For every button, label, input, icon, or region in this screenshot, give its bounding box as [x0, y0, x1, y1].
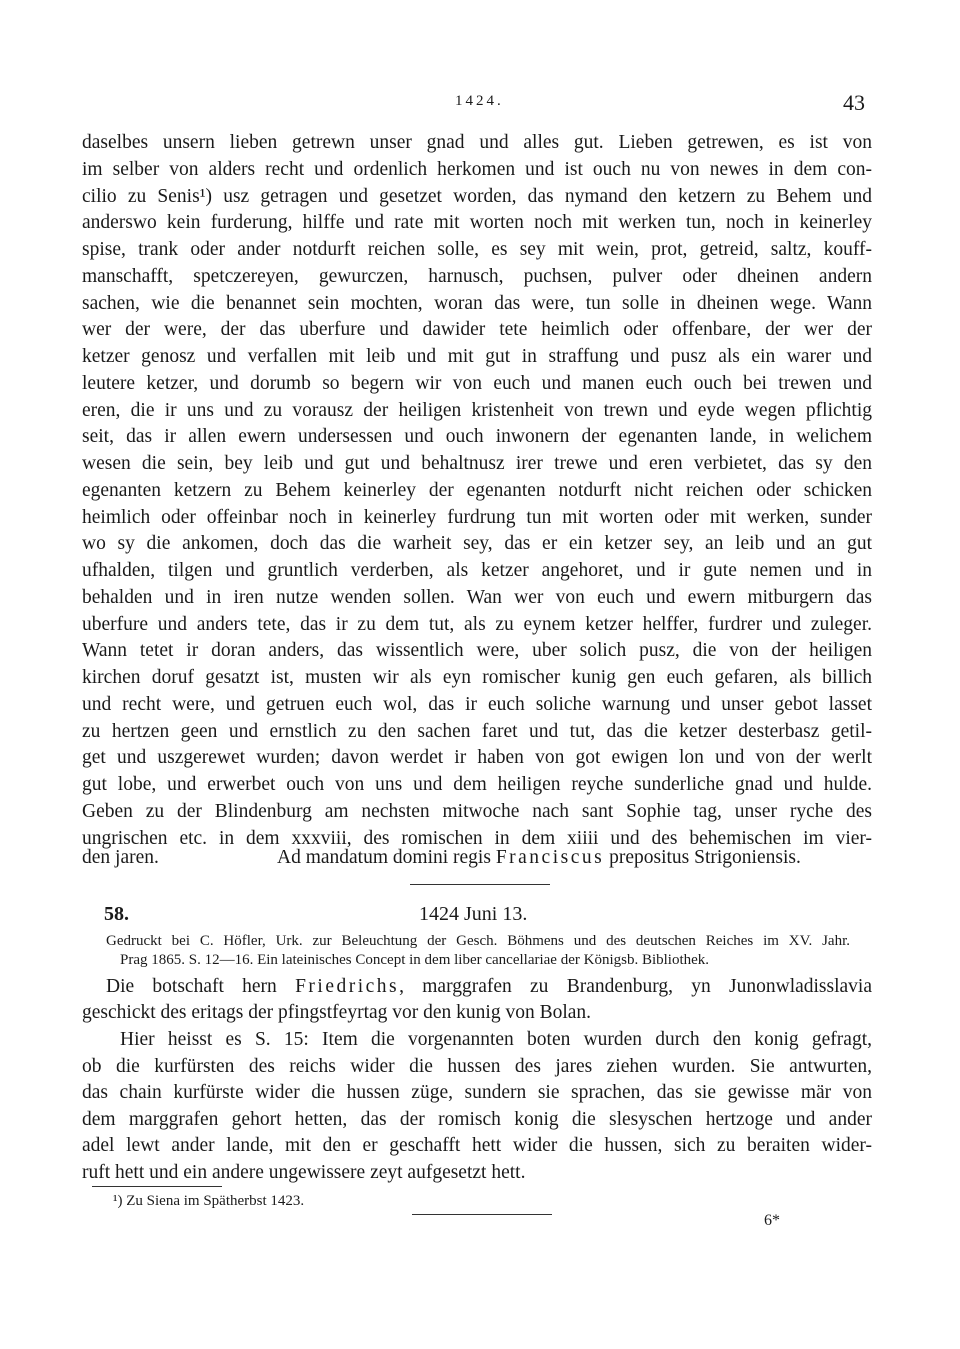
footnote: ¹) Zu Siena im Spätherbst 1423. [113, 1193, 305, 1209]
text-line: seit, das ir allen ewern undersessen und ouch inwonern der egenanten lande, in welichem [82, 426, 872, 448]
mandate-suffix: prepositus Strigoniensis. [609, 847, 801, 868]
mandate-name: Franciscus [495, 847, 605, 868]
text-line: behalden und in iren nutze wenden sollen. Wan wer von euch und ewern mitburgern das [82, 586, 872, 608]
text-line: manschafft, spetczereyen, gewurczen, harnusch, puchsen, pulver oder dheinen andern [82, 265, 872, 287]
text-line: ufhalden, tilgen und gruntlich verderben, als ketzer angehoret, und ir gute nemen und in [82, 560, 872, 581]
text-line: ungrischen etc. in dem xxxviii, des romischen in dem xiiii und des behemischen im vier- [82, 827, 872, 849]
document-intro-line: geschickt des eritags der pfingstfeyrtag vor den kunig von Bolan. [82, 1002, 592, 1023]
closing-line [82, 845, 872, 871]
document-date: 1424 Juni 13. [419, 903, 528, 925]
text-line: im selber von alders recht und ordenlich herkomen und ist ouch nu von newes in dem con- [82, 158, 872, 180]
section-divider [410, 884, 550, 885]
document-body-line: Hier heisst es S. 15: Item die vorgenannten boten wurden durch den konig gefragt, [120, 1029, 872, 1050]
intro-name: Friedrichs [295, 976, 400, 997]
running-header-year: 1424. [455, 93, 504, 109]
document-intro-line [106, 974, 872, 1000]
page-number: 43 [843, 90, 865, 115]
text-line: gut lobe, und erwerbet ouch von uns und dem heiligen reyche sunderliche gnad und hulde. [82, 774, 872, 795]
text-line: heimlich oder offeinbar noch in keinerley furdrung tun mit worten oder mit werken, sunder [82, 506, 872, 528]
text-line: und recht were, und getruen euch wol, das ir euch soliche warnung und unser gebot lasset [82, 693, 872, 715]
document-number: 58. [104, 903, 129, 925]
text-line: spise, trank oder ander notdurft reichen solle, es sey mit wein, prot, getreid, saltz, kouff- [82, 239, 872, 260]
signature-mark: 6* [764, 1212, 780, 1229]
source-note-line: Prag 1865. S. 12—16. Ein lateinisches Concept in dem liber cancellariae der Königsb. Bibliothek. [120, 952, 710, 968]
text-line: uberfure und anders tete, das ir zu dem tut, als zu eynem ketzer helffer, furdrer und zuleger. [82, 613, 872, 635]
text-line: Geben zu der Blindenburg am nechsten mitwoche nach sant Sophie tag, unser ryche des [82, 800, 872, 822]
text-line: wesen die sein, bey leib und gut und behaltnusz irer trewe und eren verbietet, das sy den [82, 453, 872, 474]
text-line: egenanten ketzern zu Behem keinerley der egenanten notdurft nicht reichen oder schicken [82, 479, 872, 501]
text-line: leutere ketzer, und dorumb so begern wir von euch und manen euch ouch bei trewen und [82, 372, 872, 394]
text-line: wer der were, der das uberfure und dawider tete heimlich oder offenbare, der wer der [82, 319, 872, 341]
footnote-rule [92, 1186, 222, 1187]
mandate-prefix: Ad mandatum domini regis [277, 847, 491, 868]
document-body-line: adel lewt ander lande, mit den er geschafft hett wider die hussen, sich zu beraiten wider- [82, 1135, 872, 1156]
text-line: daselbes unsern lieben getrewn unser gnad und alles gut. Lieben getrewen, es ist von [82, 132, 872, 153]
intro-suffix: , marggrafen zu Brandenburg, yn Junonwladisslavia [399, 976, 873, 997]
text-line: kirchen doruf gesatzt ist, musten wir als eyn romischer kunig gen euch gefaren, als billich [82, 667, 872, 688]
text-line: eren, die ir uns und zu vorausz der heiligen kristenheit von trewn und eyde wegen pflichtig [82, 399, 872, 421]
text-line: zu hertzen geen und ernstlich zu den sachen faret und tut, das die ketzer desterbasz getil- [82, 720, 872, 742]
text-line: anderswo kein furderung, hilffe und rate mit worten noch mit werken tun, noch in keinerley [82, 212, 872, 234]
text-line: ketzer genosz und verfallen mit leib und mit gut in straffung und pusz als ein warer und [82, 346, 872, 367]
closing-left: den jaren. [82, 847, 159, 868]
text-line: Wann tetet ir doran anders, das wissentlich were, uber solich pusz, die von der heiligen [82, 640, 872, 662]
text-line: get und uszgerewet wurden; davon werdet ir haben von got ewigen lon und von der werlt [82, 747, 872, 769]
text-line: sachen, wie die benannet sein mochten, woran das were, tun solle in dheinen wege. Wann [82, 292, 872, 314]
document-body-line: ruft hett und ein andere ungewissere zeyt aufgesetzt hett. [82, 1161, 526, 1183]
mandate-note [277, 845, 801, 871]
text-line: cilio zu Senis¹) usz getragen und gesetzet worden, das nymand den ketzern zu Behem und [82, 185, 872, 207]
source-note-line: Gedruckt bei C. Höfler, Urk. zur Beleuchtung der Gesch. Böhmens und des deutschen Reiches im XV. Jahr. [106, 933, 850, 949]
document-body-line: das chain kurfürste wider die hussen züge, sundern sie sprachen, das sie gewisse mär von [82, 1082, 872, 1103]
document-body-line: dem marggrafen gehort hetten, das der romisch konig die slesyschen hertzoge und ander [82, 1108, 872, 1130]
text-line: wo sy die ankomen, doch das die warheit sey, das er ein ketzer sey, an leib und an gut [82, 533, 872, 555]
document-body-line: ob die kurfürsten des reichs wider die hussen des jares ziehen wurden. Sie antwurten, [82, 1055, 872, 1077]
footer-rule [412, 1214, 552, 1215]
intro-prefix: Die botschaft hern [106, 976, 277, 997]
